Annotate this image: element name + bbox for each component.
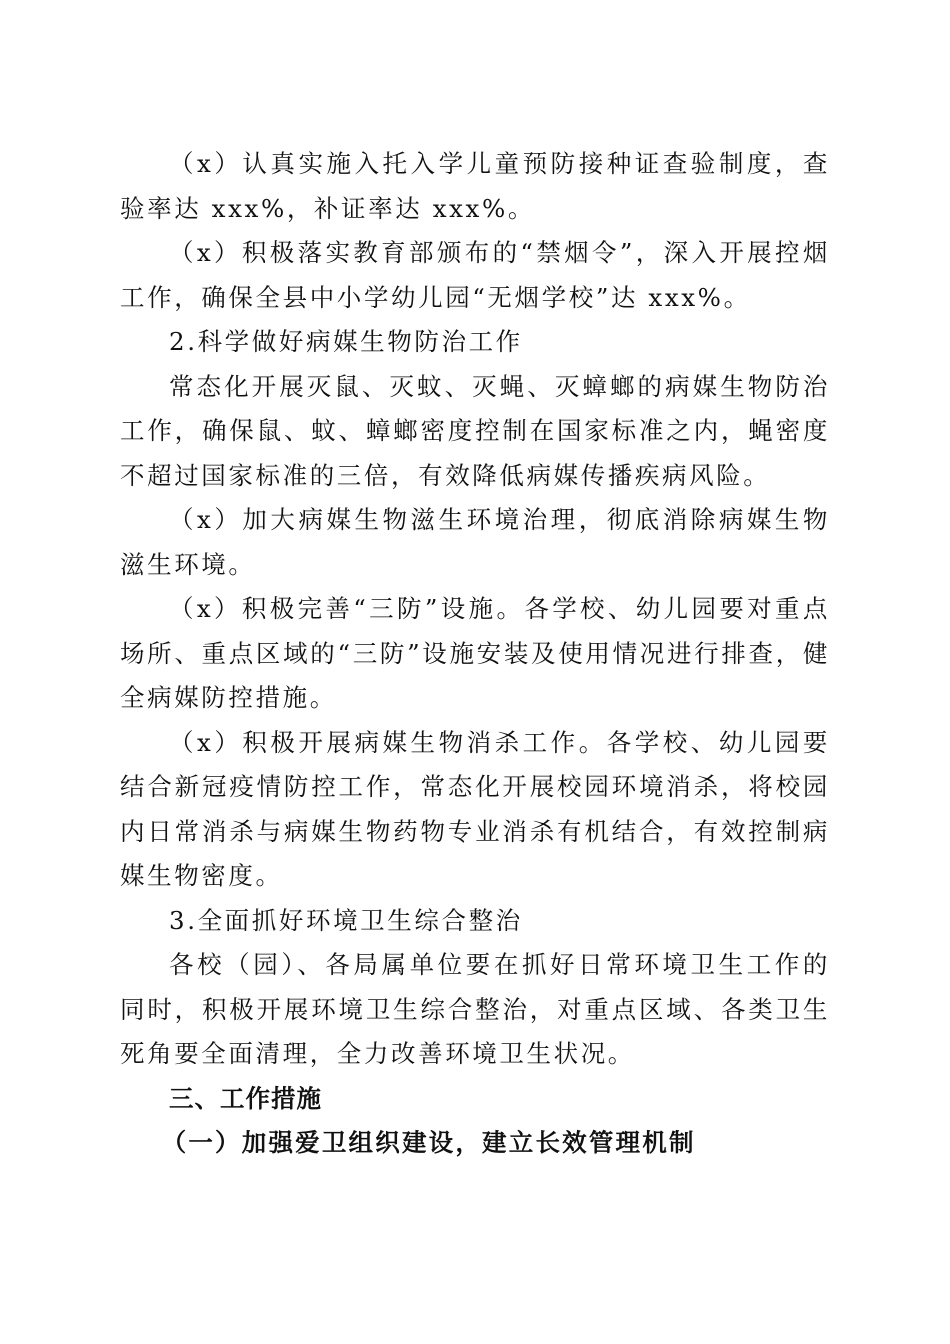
document-body <box>120 142 830 1166</box>
paragraph-vaccination-check: （x）认真实施入托入学儿童预防接种证查验制度，查验率达 xxx%，补证率达 xxx%。 <box>120 149 830 223</box>
item-heading-environment-rectification: 3.全面抓好环境卫生综合整治 <box>169 905 523 935</box>
paragraph-environment-rectification: 各校（园）、各局属单位要在抓好日常环境卫生工作的同时，积极开展环境卫生综合整治，对重点区域、各类卫生死角要全面清理，全力改善环境卫生状况。 <box>120 950 830 1068</box>
paragraph-vector-control-overview: 常态化开展灭鼠、灭蚊、灭蝇、灭蟑螂的病媒生物防治工作，确保鼠、蚊、蟑螂密度控制在国家标准之内，蝇密度不超过国家标准的三倍，有效降低病媒传播疾病风险。 <box>120 371 830 490</box>
paragraph-smoking-ban: （x）积极落实教育部颁布的“禁烟令”，深入开展控烟工作，确保全县中小学幼儿园“无烟学校”达 xxx%。 <box>120 238 830 312</box>
paragraph-three-prevention-facilities: （x）积极完善“三防”设施。各学校、幼儿园要对重点场所、重点区域的“三防”设施安装及使用情况进行排查，健全病媒防控措施。 <box>120 594 830 712</box>
item-heading-vector-control: 2.科学做好病媒生物防治工作 <box>169 327 523 356</box>
paragraph-breeding-environment: （x）加大病媒生物滋生环境治理，彻底消除病媒生物滋生环境。 <box>120 505 830 579</box>
subsection-heading-organization: （一）加强爱卫组织建设，建立长效管理机制 <box>161 1128 696 1157</box>
section-heading-work-measures: 三、工作措施 <box>169 1083 322 1113</box>
paragraph-disinfection-work: （x）积极开展病媒生物消杀工作。各学校、幼儿园要结合新冠疫情防控工作，常态化开展校园环境消杀，将校园内日常消杀与病媒生物药物专业消杀有机结合，有效控制病媒生物密度。 <box>120 727 830 890</box>
